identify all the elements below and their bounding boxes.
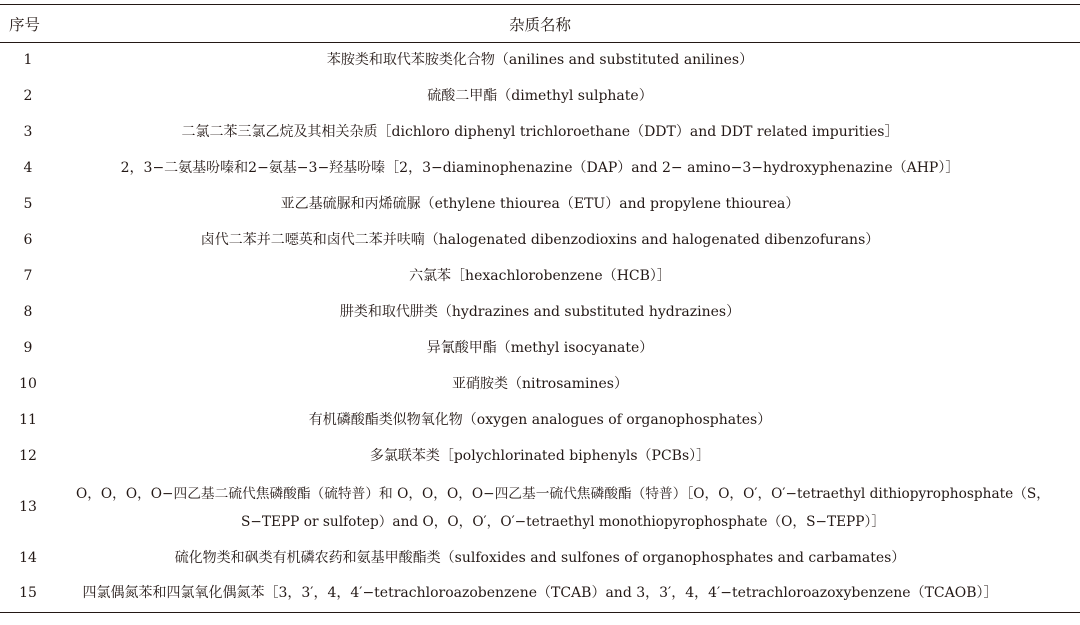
impurity-name: 卤代二苯并二噁英和卤代二苯并呋喃（halogenated dibenzodioxins and halogenated dibenzofurans） [200,231,880,248]
impurity-name: 异氰酸甲酯（methyl isocyanate） [426,339,654,356]
impurity-name: 亚乙基硫脲和丙烯硫脲（ethylene thiourea（ETU）and propylene thiourea） [280,195,800,212]
impurity-name: 四氯偶氮苯和四氯氧化偶氮苯［3，3′，4，4′−tetrachloroazobenzene（TCAB）and 3，3′，4，4′−tetrachloroazoxybenzene（TCAOB）］ [62,577,1080,613]
impurity-name: 有机磷酸酯类似物氧化物（oxygen analogues of organophosphates） [308,411,772,428]
table-row [0,43,1080,79]
table-row [0,331,1080,367]
row-number: 11 [19,411,37,428]
row-number: 3 [23,123,33,140]
row-number: 2 [23,87,33,104]
header-impurity-name: 杂质名称 [62,5,1080,43]
table-row [0,367,1080,403]
row-number: 4 [23,159,33,176]
impurity-name: 硫酸二甲酯（dimethyl sulphate） [427,87,653,104]
impurity-table [0,4,1080,613]
row-number: 9 [23,339,33,356]
table-row [0,295,1080,331]
table-row [0,187,1080,223]
impurity-name: 亚硝胺类（nitrosamines） [451,375,628,392]
table-row [0,541,1080,577]
impurity-name: 硫化物类和砜类有机磷农药和氨基甲酸酯类（sulfoxides and sulfones of organophosphates and carbamates） [174,549,906,566]
row-number: 14 [19,549,37,566]
table-row [0,403,1080,439]
impurity-name: O，O，O，O−四乙基二硫代焦磷酸酯（硫特普）和 O，O，O，O−四乙基一硫代焦磷酸酯（特普）［O，O，O′，O′−tetraethyl dithiopyrophosphate（S，S−TEPP or sulfotep）and O，O，O′，O′−tetraethyl monothiopyrophosphate（O，S−TEPP）］ [76,485,1050,530]
table-row [0,151,1080,187]
impurity-name: 六氯苯［hexachlorobenzene（HCB）］ [409,267,671,284]
header-serial-number: 序号 [0,5,62,43]
table-row [0,577,1080,613]
row-number: 1 [23,51,33,68]
table-row [0,79,1080,115]
table-header-row [0,5,1080,43]
row-number: 6 [23,231,33,248]
row-number: 5 [23,195,33,212]
row-number: 15 [0,577,62,613]
table-row [0,259,1080,295]
table-row [0,115,1080,151]
impurity-name: 2，3−二氨基吩嗪和2−氨基−3−羟基吩嗪［2，3−diaminophenazine（DAP）and 2− amino−3−hydroxyphenazine（AHP）］ [120,159,960,176]
row-number: 7 [23,267,33,284]
table-row [0,223,1080,259]
impurity-name: 二氯二苯三氯乙烷及其相关杂质［dichloro diphenyl trichloroethane（DDT）and DDT related impurities］ [181,123,899,140]
table-row [0,439,1080,475]
row-number: 12 [19,447,37,464]
table-row [0,475,1080,541]
row-number: 8 [23,303,33,320]
impurity-name: 多氯联苯类［polychlorinated biphenyls（PCBs）］ [369,447,711,464]
impurity-name: 苯胺类和取代苯胺类化合物（anilines and substituted anilines） [326,51,754,68]
impurity-name: 肼类和取代肼类（hydrazines and substituted hydrazines） [339,303,741,320]
row-number: 10 [19,375,37,392]
row-number: 13 [19,498,37,515]
